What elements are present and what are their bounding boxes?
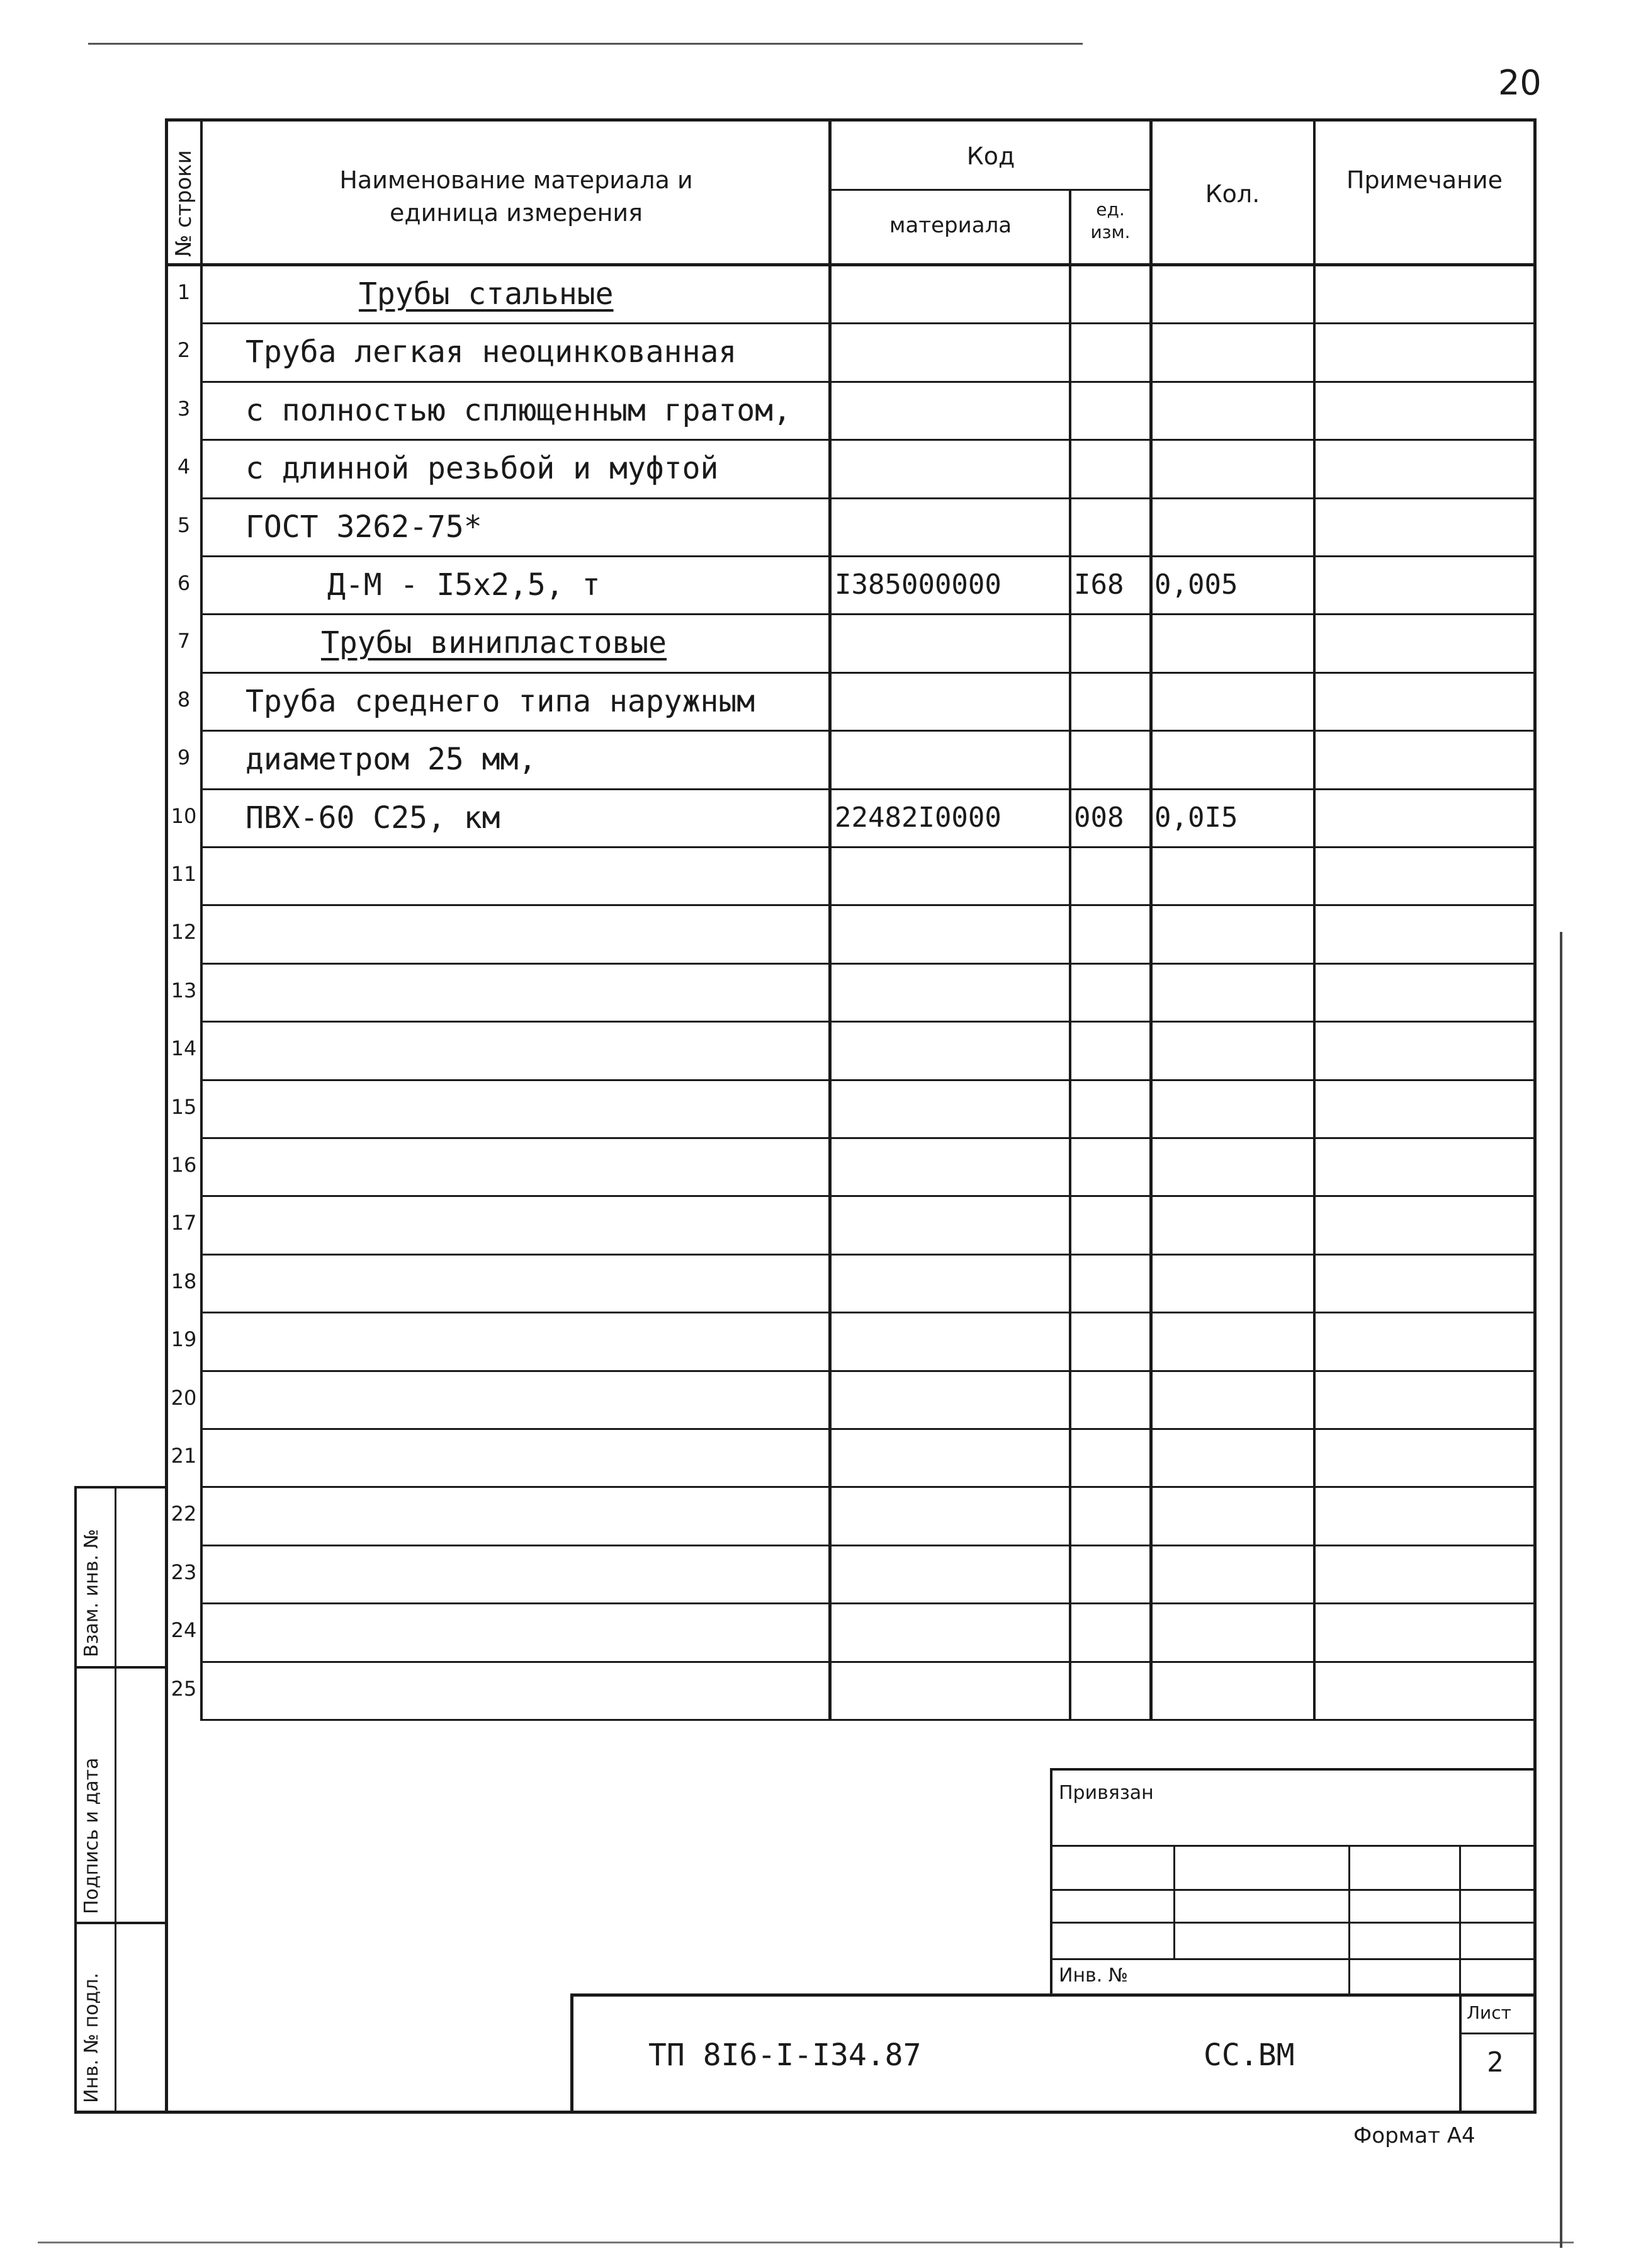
row-name: Трубы винипластовые: [321, 625, 667, 661]
inv-no-label: Инв. №: [1059, 1965, 1129, 1987]
row-number: 8: [177, 687, 191, 712]
row-code: 22482I0000: [835, 801, 1001, 834]
row-name: ГОСТ 3262-75*: [245, 509, 482, 545]
row-name: ПВХ-60 С25, км: [245, 800, 500, 836]
col-line-code: [1069, 189, 1071, 1720]
header-row-number: № строки: [171, 150, 196, 257]
row-line: [200, 1370, 1535, 1372]
header-qty: Кол.: [1205, 180, 1260, 208]
row-line: [200, 1428, 1535, 1430]
doc-sheet-div: [1459, 2033, 1536, 2034]
doc-mark: СС.ВМ: [1204, 2038, 1295, 2073]
row-line: [200, 1545, 1535, 1546]
code-split: [830, 189, 1151, 191]
row-line: [200, 1137, 1535, 1139]
doc-top: [570, 1993, 1536, 1997]
sheet-label: Лист: [1467, 2002, 1511, 2023]
scan-mark-top: [88, 43, 1083, 45]
col-line-name: [828, 118, 832, 1720]
row-line: [200, 1486, 1535, 1488]
row-name: Труба среднего типа наружным: [245, 683, 755, 719]
row-number: 16: [171, 1153, 197, 1177]
row-line: [200, 1312, 1535, 1313]
row-line: [200, 1195, 1535, 1197]
row-name: Трубы стальные: [359, 276, 614, 312]
row-number: 2: [177, 338, 191, 363]
row-number: 22: [171, 1502, 197, 1526]
row-line: [200, 730, 1535, 732]
stamp-div-2: [74, 1922, 167, 1924]
frame-right: [1533, 118, 1537, 2113]
row-name: Д-М - I5x2,5, т: [327, 567, 601, 603]
row-number: 10: [171, 803, 197, 828]
scan-mark-bottom: [38, 2242, 1574, 2243]
row-line: [200, 963, 1535, 965]
col-line-unit: [1149, 118, 1153, 1720]
row-number: 11: [171, 862, 197, 886]
row-line: [200, 497, 1535, 499]
row-code: I385000000: [835, 569, 1001, 601]
row-line: [200, 672, 1535, 674]
header-name-line1: Наименование материала и: [339, 166, 693, 194]
row-name: с длинной резьбой и муфтой: [245, 451, 719, 487]
header-note: Примечание: [1346, 166, 1503, 194]
row-line: [200, 1021, 1535, 1023]
row-number: 19: [171, 1327, 197, 1352]
privyazan-label: Привязан: [1059, 1782, 1154, 1804]
stamp-left-inner: [115, 1486, 116, 2113]
doc-code: ТП 8I6-I-I34.87: [648, 2038, 922, 2073]
priv-h4: [1050, 1958, 1536, 1960]
row-number: 15: [171, 1094, 197, 1119]
stamp-podpis-label: Подпись и дата: [81, 1757, 103, 1914]
priv-top: [1050, 1768, 1536, 1771]
header-code: Код: [966, 142, 1015, 170]
row-name: диаметром 25 мм,: [245, 742, 537, 778]
header-material: материала: [889, 213, 1012, 238]
row-line: [200, 613, 1535, 615]
row-number: 12: [171, 920, 197, 944]
row-line: [200, 439, 1535, 441]
col-line-rownum: [200, 118, 203, 1720]
stamp-inv-podl-label: Инв. № подл.: [81, 1973, 103, 2103]
frame-left: [165, 118, 168, 2113]
row-number: 9: [177, 746, 191, 770]
header-bottom: [165, 263, 1536, 266]
stamp-vzam-label: Взам. инв. №: [81, 1529, 103, 1657]
row-number: 25: [171, 1676, 197, 1701]
row-number: 6: [177, 571, 191, 595]
row-name: с полностью сплющенным гратом,: [245, 392, 791, 428]
col-line-qty: [1313, 118, 1316, 1720]
row-line: [200, 322, 1535, 324]
header-unit-1: ед.: [1096, 199, 1125, 220]
row-line: [200, 555, 1535, 557]
row-unit: I68: [1074, 569, 1124, 601]
row-number: 13: [171, 978, 197, 1002]
row-line: [200, 1602, 1535, 1604]
row-number: 7: [177, 629, 191, 654]
stamp-top: [74, 1486, 167, 1488]
priv-h2: [1050, 1889, 1536, 1891]
row-line: [200, 1661, 1535, 1663]
row-number: 5: [177, 513, 191, 537]
frame-bottom: [74, 2111, 1537, 2114]
row-line: [200, 788, 1535, 790]
row-number: 23: [171, 1560, 197, 1584]
format-label: Формат А4: [1353, 2123, 1475, 2148]
row-line: [200, 1254, 1535, 1256]
priv-h3: [1050, 1922, 1536, 1924]
row-line: [200, 381, 1535, 383]
stamp-left-outer: [74, 1486, 77, 2113]
doc-left: [570, 1993, 573, 2113]
row-qty: 0,0I5: [1154, 801, 1238, 834]
priv-v2: [1348, 1845, 1350, 1995]
frame-top: [165, 118, 1536, 122]
row-name: Труба легкая неоцинкованная: [245, 334, 737, 370]
row-number: 18: [171, 1269, 197, 1293]
priv-v3: [1459, 1845, 1461, 1995]
doc-sheet-left: [1459, 1993, 1462, 2113]
priv-h1: [1050, 1845, 1536, 1847]
row-line: [200, 846, 1535, 848]
header-unit-2: изм.: [1090, 222, 1131, 242]
priv-v1: [1173, 1845, 1175, 1958]
row-number: 14: [171, 1036, 197, 1061]
row-number: 21: [171, 1444, 197, 1468]
page-number: 20: [1498, 63, 1542, 103]
row-line: [200, 904, 1535, 906]
row-number: 4: [177, 455, 191, 479]
row-number: 1: [177, 280, 191, 304]
row-number: 20: [171, 1385, 197, 1410]
scan-mark-right: [1560, 932, 1562, 2248]
stamp-div-1: [74, 1666, 167, 1669]
row-number: 17: [171, 1211, 197, 1235]
row-number: 24: [171, 1618, 197, 1643]
row-number: 3: [177, 396, 191, 421]
row-qty: 0,005: [1154, 569, 1238, 601]
header-name-line2: единица измерения: [390, 199, 643, 227]
row-unit: 008: [1074, 801, 1124, 834]
row-line: [200, 1079, 1535, 1081]
row-line: [200, 1719, 1535, 1721]
priv-left: [1050, 1768, 1052, 1995]
sheet-number: 2: [1487, 2046, 1504, 2078]
